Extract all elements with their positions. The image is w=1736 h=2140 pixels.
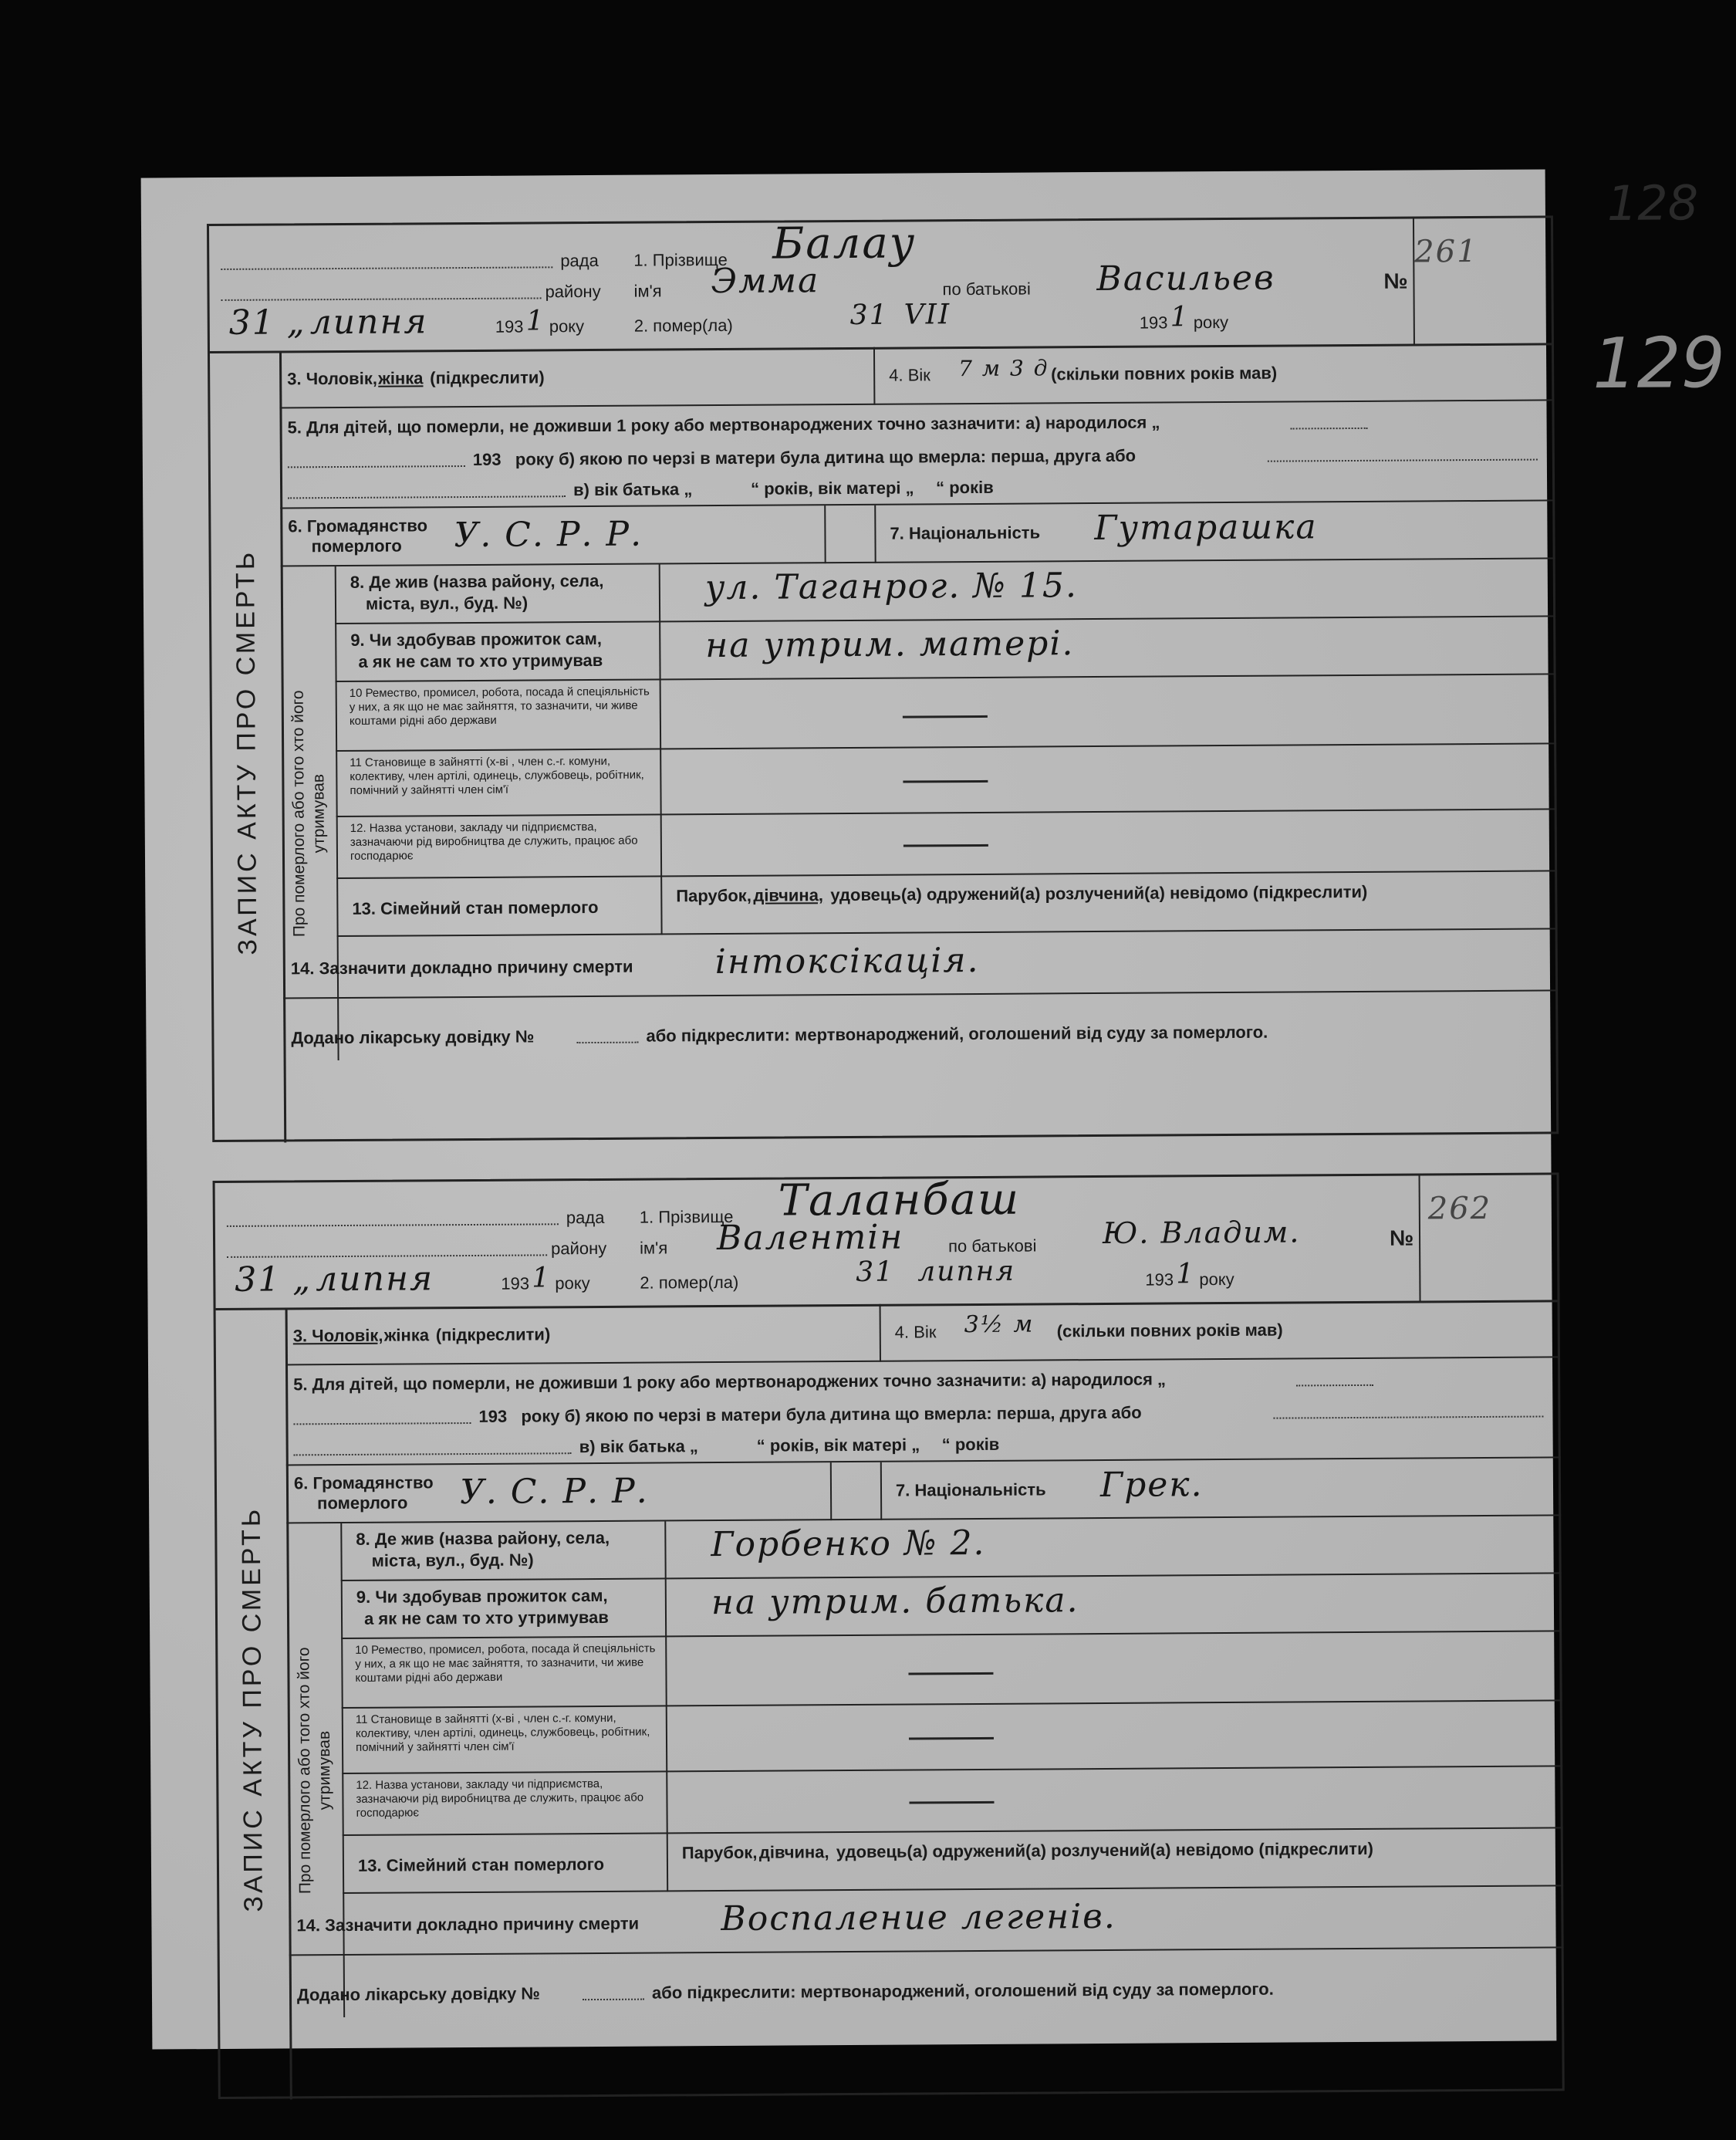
number-sign: №: [1389, 1226, 1414, 1250]
death-record-form-2: [213, 1172, 1565, 2099]
roku-label: року: [555, 1273, 590, 1293]
row-residence: [340, 1516, 1561, 1581]
sex-hint: (підкреслити): [430, 367, 545, 388]
sex-option-female: жінка: [383, 1325, 430, 1345]
row-citizenship: [286, 1458, 1561, 1523]
infant-line-3: в) вік батька „: [579, 1436, 698, 1457]
row-marital-status: [336, 871, 1557, 937]
marital-label: 13. Сімейний стан померлого: [357, 1854, 605, 1875]
residence-value: Горбенко № 2.: [711, 1523, 986, 1565]
row-occupation: [336, 674, 1557, 752]
age-value: 3½ м: [964, 1310, 1035, 1339]
death-day: 31: [849, 299, 889, 331]
supported-by-label: 9. Чи здобував прожиток сам,: [350, 628, 603, 650]
age-hint: (скільки повних років мав): [1051, 363, 1278, 384]
cause-value: Воспаление легенів.: [721, 1896, 1116, 1939]
surname-label: 1. Прізвище: [639, 1206, 734, 1227]
sheet-number: 128: [1606, 174, 1699, 232]
infant-line-3b: “ років, вік матері „: [756, 1435, 920, 1455]
infant-line-2a: 193: [472, 449, 502, 469]
residence-label: 8. Де жив (назва району, села,: [356, 1527, 610, 1549]
death-year: 1: [1170, 301, 1190, 333]
side-title: ЗАПИС АКТУ ПРО СМЕРТЬ: [236, 1506, 269, 1912]
patronymic-value: Васильев: [1096, 258, 1275, 299]
death-month: VII: [903, 299, 951, 331]
died-label: 2. помер(ла): [640, 1272, 739, 1293]
age-label: 4. Вік: [894, 1322, 937, 1342]
occupation-label: 10 Ремество, промисел, робота, посада й спеціяльність у них, а як що не має зайняття, то зазначити, чи живе коштами рідні або держави: [349, 685, 650, 728]
residence-label: 8. Де жив (назва району, села,: [350, 570, 604, 592]
form-header: [209, 218, 1552, 353]
registration-year: 1: [525, 305, 545, 337]
first-name-value: Валентін: [716, 1217, 904, 1259]
patronymic-label: по батькові: [948, 1236, 1037, 1256]
row-infant-info: [279, 401, 1555, 509]
row-occupation: [341, 1631, 1562, 1709]
supported-by-value: на утрим. матері.: [705, 624, 1075, 666]
sex-hint: (підкреслити): [435, 1324, 551, 1345]
citizenship-value: У. С. Р. Р.: [454, 514, 643, 556]
first-name-label: ім'я: [640, 1238, 668, 1258]
roku-label: року: [549, 316, 585, 336]
workplace-label: 12. Назва установи, закладу чи підприємства, зазначаючи рід виробництва де служить, працює або господарює: [350, 820, 638, 863]
surname-value: Балау: [772, 218, 917, 269]
quote-mark: „: [292, 1259, 312, 1300]
record-number: 262: [1427, 1190, 1492, 1227]
marital-option-single-female: дівчина,: [753, 885, 824, 905]
certificate-hint: або підкреслити: мертвонароджений, оголошений від суду за померлого.: [651, 1979, 1274, 2003]
death-month: липня: [917, 1255, 1016, 1288]
number-sign: №: [1383, 269, 1408, 293]
first-name-value: Эмма: [711, 261, 820, 302]
rayonu-label: району: [551, 1238, 607, 1259]
employment-status-label: 11 Становище в зайнятті (х-ві , член с.-г. комуни, колективу, член артілі, одинець, службовець, робітник, помічний у зайнятті член сім'ї: [350, 754, 644, 797]
register-sheet: [141, 169, 1726, 2049]
row-certificate: [289, 1948, 1564, 2017]
quote-mark: „: [286, 303, 306, 343]
sex-option-male: 3. Чоловік,: [292, 1325, 383, 1346]
side-title-column: [210, 350, 286, 1143]
supported-by-label: 9. Чи здобував прожиток сам,: [356, 1585, 608, 1607]
infant-line-3b: “ років, вік матері „: [751, 478, 914, 499]
registration-year: 1: [532, 1262, 552, 1294]
registration-month: липня: [316, 1259, 434, 1300]
rada-label: рада: [560, 250, 599, 271]
age-value: 7 м 3 д: [958, 355, 1049, 382]
certificate-hint: або підкреслити: мертвонароджений, оголошений від суду за померлого.: [646, 1022, 1268, 1046]
row-supported-by: [341, 1574, 1562, 1639]
patronymic-label: по батькові: [942, 279, 1031, 299]
row-sex-age: [279, 343, 1554, 408]
cause-label: 14. Зазначити докладно причину смерти: [290, 956, 633, 979]
row-cause: [289, 1886, 1563, 1956]
infant-line-1: 5. Для дітей, що померли, не доживши 1 року або мертвонароджених точно зазначити: а) народилося „: [293, 1369, 1167, 1395]
surname-value: Таланбаш: [778, 1174, 1021, 1226]
registration-day: 31: [228, 303, 275, 343]
marital-option-single-male: Парубок,: [681, 1842, 758, 1863]
row-infant-info: [285, 1357, 1561, 1466]
residence-label-2: міста, вул., буд. №): [371, 1550, 534, 1570]
certificate-label: Додано лікарську довідку №: [296, 1983, 540, 2005]
citizenship-label: 6. Громадянство: [288, 516, 428, 536]
row-workplace: [342, 1766, 1562, 1836]
marital-options-rest: удовець(а) одружений(а) розлучений(а) невідомо (підкреслити): [836, 1838, 1373, 1862]
row-employment-status: [342, 1701, 1562, 1774]
death-day: 31: [856, 1256, 895, 1288]
row-supported-by: [335, 617, 1555, 682]
cause-value: інтоксікація.: [714, 940, 980, 982]
sex-option-female: жінка: [378, 368, 424, 388]
death-year-prefix: 193: [1139, 313, 1168, 333]
death-roku-label: року: [1193, 312, 1229, 333]
row-employment-status: [336, 744, 1556, 817]
registration-day: 31: [235, 1259, 282, 1300]
surname-label: 1. Прізвище: [633, 249, 728, 270]
rayonu-label: району: [545, 281, 601, 302]
cause-label: 14. Зазначити докладно причину смерти: [296, 1913, 640, 1935]
marital-label: 13. Сімейний стан померлого: [352, 897, 599, 918]
first-name-label: ім'я: [633, 281, 662, 301]
infant-line-3c: “ років: [936, 477, 994, 498]
supporter-group-title: Про померлого або того хто його утримував: [289, 690, 328, 938]
infant-line-2b: року б) якою по черзі в матери була дитина що вмерла: перша, друга або: [521, 1402, 1142, 1426]
form-body: [285, 1300, 1565, 2099]
infant-line-3: в) вік батька „: [573, 479, 693, 500]
employment-status-label: 11 Становище в зайнятті (х-ві , член с.-г. комуни, колективу, член артілі, одинець, службовець, робітник, помічний у зайнятті член сім'ї: [355, 1711, 650, 1754]
infant-line-2a: 193: [478, 1406, 508, 1426]
death-year: 1: [1176, 1258, 1196, 1290]
marital-option-single-female: дівчина,: [758, 1842, 829, 1862]
age-label: 4. Вік: [889, 365, 930, 385]
supported-by-label-2: а як не сам то хто утримував: [363, 1607, 609, 1628]
sheet-number-old: 129: [1592, 323, 1726, 405]
nationality-value: Грек.: [1099, 1465, 1204, 1506]
row-certificate: [283, 991, 1558, 1060]
side-title-column: [216, 1307, 292, 2100]
certificate-label: Додано лікарську довідку №: [291, 1026, 535, 1048]
workplace-label: 12. Назва установи, закладу чи підприємства, зазначаючи рід виробництва де служить, працює або господарює: [356, 1777, 644, 1820]
rada-label: рада: [566, 1207, 605, 1228]
death-year-prefix: 193: [1145, 1269, 1174, 1290]
supported-by-label-2: а як не сам то хто утримував: [358, 650, 603, 671]
form-body: [279, 343, 1559, 1142]
row-cause: [283, 929, 1558, 999]
died-label: 2. помер(ла): [633, 315, 733, 336]
marital-option-single-male: Парубок,: [676, 885, 751, 906]
record-number: 261: [1414, 233, 1478, 270]
patronymic-value: Ю. Владим.: [1102, 1215, 1301, 1250]
sex-label: 3. Чоловік,: [287, 368, 377, 389]
residence-label-2: міста, вул., буд. №): [365, 593, 529, 614]
supporter-group-title: Про померлого або того хто його утримував: [295, 1647, 334, 1895]
row-marital-status: [343, 1828, 1563, 1894]
occupation-label: 10 Ремество, промисел, робота, посада й спеціяльність у них, а як що не має зайняття, то зазначити, чи живе коштами рідні або держави: [355, 1641, 656, 1685]
citizenship-value: У. С. Р. Р.: [459, 1471, 649, 1513]
side-title: ЗАПИС АКТУ ПРО СМЕРТЬ: [231, 549, 263, 955]
infant-line-1: 5. Для дітей, що померли, не доживши 1 року або мертвонароджених точно зазначити: а) народилося „: [287, 412, 1160, 438]
form-header: [215, 1175, 1558, 1310]
citizenship-label-2: померлого: [311, 536, 402, 556]
age-hint: (скільки повних років мав): [1056, 1320, 1283, 1341]
citizenship-label-2: померлого: [317, 1493, 408, 1513]
death-record-form-1: [207, 215, 1559, 1142]
row-sex-age: [285, 1300, 1560, 1365]
nationality-value: Гутарашка: [1094, 507, 1318, 549]
year-prefix: 193: [495, 316, 524, 336]
row-citizenship: [280, 501, 1555, 566]
death-roku-label: року: [1199, 1269, 1234, 1290]
row-residence: [335, 559, 1555, 624]
row-workplace: [336, 810, 1557, 879]
residence-value: ул. Таганрог. № 15.: [704, 566, 1079, 608]
citizenship-label: 6. Громадянство: [293, 1472, 434, 1493]
registration-month: липня: [309, 302, 428, 343]
infant-line-2b: року б) якою по черзі в матери була дитина що вмерла: перша, друга або: [515, 445, 1137, 469]
supported-by-value: на утрим. батька.: [711, 1580, 1079, 1623]
year-prefix: 193: [501, 1273, 530, 1293]
nationality-label: 7. Національність: [890, 522, 1041, 543]
nationality-label: 7. Національність: [895, 1479, 1046, 1500]
infant-line-3c: “ років: [941, 1434, 1000, 1455]
marital-options-rest: удовець(а) одружений(а) розлучений(а) невідомо (підкреслити): [830, 881, 1368, 905]
